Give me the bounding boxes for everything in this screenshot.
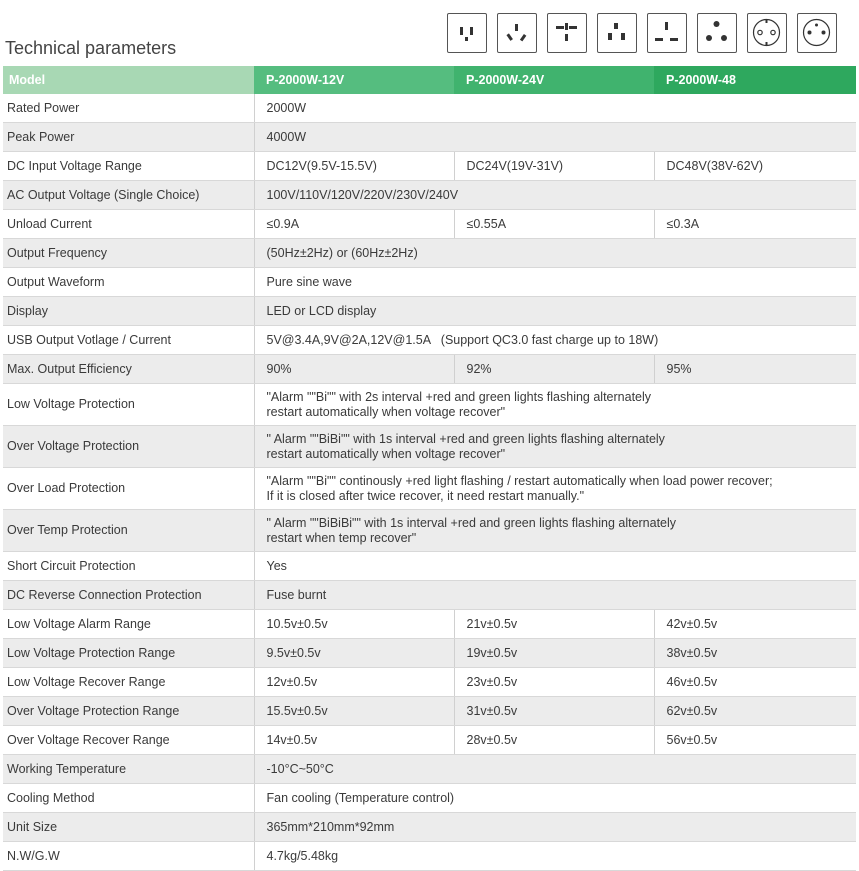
spec-table bbox=[3, 66, 856, 871]
uk-plug-icon bbox=[647, 13, 687, 53]
row-value: Fuse burnt bbox=[254, 581, 856, 610]
row-value-24v: 28v±0.5v bbox=[454, 726, 654, 755]
row-value-line: restart automatically when voltage recover" bbox=[266, 446, 506, 461]
row-value: Pure sine wave bbox=[254, 268, 856, 297]
row-value-12v: 90% bbox=[254, 355, 454, 384]
table-row bbox=[3, 610, 856, 639]
row-label: DC Reverse Connection Protection bbox=[3, 581, 254, 610]
header-model: Model bbox=[3, 66, 254, 94]
row-label: Over Temp Protection bbox=[3, 510, 254, 552]
table-row bbox=[3, 468, 856, 510]
row-value-line: " Alarm ""BiBiBi"" with 1s interval +red and green lights flashing alternately bbox=[266, 515, 677, 530]
row-value-48v: 46v±0.5v bbox=[654, 668, 856, 697]
table-row bbox=[3, 355, 856, 384]
row-value-48v: DC48V(38V-62V) bbox=[654, 152, 856, 181]
table-row bbox=[3, 239, 856, 268]
row-value-12v: ≤0.9A bbox=[254, 210, 454, 239]
row-value: LED or LCD display bbox=[254, 297, 856, 326]
table-row bbox=[3, 784, 856, 813]
table-row bbox=[3, 755, 856, 784]
table-row bbox=[3, 581, 856, 610]
table-row bbox=[3, 384, 856, 426]
row-value-48v: 42v±0.5v bbox=[654, 610, 856, 639]
table-row bbox=[3, 639, 856, 668]
row-label: USB Output Votlage / Current bbox=[3, 326, 254, 355]
row-value-48v: 38v±0.5v bbox=[654, 639, 856, 668]
table-row bbox=[3, 697, 856, 726]
row-value-48v: ≤0.3A bbox=[654, 210, 856, 239]
row-value-line: "Alarm ""Bi"" continously +red light flashing / restart automatically when load power recover; bbox=[266, 473, 773, 488]
row-label: Over Voltage Recover Range bbox=[3, 726, 254, 755]
row-value-12v: 12v±0.5v bbox=[254, 668, 454, 697]
table-row bbox=[3, 123, 856, 152]
row-value-48v: 56v±0.5v bbox=[654, 726, 856, 755]
table-row bbox=[3, 94, 856, 123]
table-row bbox=[3, 426, 856, 468]
universal-plug-icon bbox=[547, 13, 587, 53]
sa-plug-icon bbox=[697, 13, 737, 53]
table-row bbox=[3, 268, 856, 297]
row-value-24v: 19v±0.5v bbox=[454, 639, 654, 668]
row-value-24v: ≤0.55A bbox=[454, 210, 654, 239]
row-label: Peak Power bbox=[3, 123, 254, 152]
row-value: 100V/110V/120V/220V/230V/240V bbox=[254, 181, 856, 210]
row-label: Low Voltage Protection bbox=[3, 384, 254, 426]
row-value: 2000W bbox=[254, 94, 856, 123]
header-row bbox=[3, 66, 856, 94]
row-value: Yes bbox=[254, 552, 856, 581]
row-value: 365mm*210mm*92mm bbox=[254, 813, 856, 842]
row-value bbox=[254, 468, 856, 510]
row-value-line: "Alarm ""Bi"" with 2s interval +red and green lights flashing alternately bbox=[266, 389, 652, 404]
table-row bbox=[3, 210, 856, 239]
row-value-line: " Alarm ""BiBi"" with 1s interval +red and green lights flashing alternately bbox=[266, 431, 665, 446]
row-value-24v: DC24V(19V-31V) bbox=[454, 152, 654, 181]
page-header bbox=[0, 0, 859, 66]
table-row bbox=[3, 181, 856, 210]
row-label: Low Voltage Recover Range bbox=[3, 668, 254, 697]
row-label: DC Input Voltage Range bbox=[3, 152, 254, 181]
row-label: Over Load Protection bbox=[3, 468, 254, 510]
row-value: -10°C~50°C bbox=[254, 755, 856, 784]
row-label: Rated Power bbox=[3, 94, 254, 123]
row-value-line: If it is closed after twice recover, it need restart manually." bbox=[266, 488, 585, 503]
table-row bbox=[3, 510, 856, 552]
row-value-12v: 14v±0.5v bbox=[254, 726, 454, 755]
row-value-24v: 21v±0.5v bbox=[454, 610, 654, 639]
row-value: 4000W bbox=[254, 123, 856, 152]
row-label: Output Waveform bbox=[3, 268, 254, 297]
us-plug-icon bbox=[447, 13, 487, 53]
table-row bbox=[3, 552, 856, 581]
au-plug-icon bbox=[497, 13, 537, 53]
row-label: Low Voltage Alarm Range bbox=[3, 610, 254, 639]
row-value-24v: 23v±0.5v bbox=[454, 668, 654, 697]
in-plug-icon bbox=[597, 13, 637, 53]
table-row bbox=[3, 297, 856, 326]
row-value-48v: 62v±0.5v bbox=[654, 697, 856, 726]
row-value-line: restart automatically when voltage recover" bbox=[266, 404, 506, 419]
row-value-12v: 10.5v±0.5v bbox=[254, 610, 454, 639]
row-label: Low Voltage Protection Range bbox=[3, 639, 254, 668]
row-value: 4.7kg/5.48kg bbox=[254, 842, 856, 871]
row-value: 5V@3.4A,9V@2A,12V@1.5A (Support QC3.0 fast charge up to 18W) bbox=[254, 326, 856, 355]
table-row bbox=[3, 152, 856, 181]
row-value-12v: 15.5v±0.5v bbox=[254, 697, 454, 726]
row-label: Output Frequency bbox=[3, 239, 254, 268]
row-value-12v: DC12V(9.5V-15.5V) bbox=[254, 152, 454, 181]
table-row bbox=[3, 813, 856, 842]
eu-plug-icon bbox=[747, 13, 787, 53]
plug-icons bbox=[447, 13, 837, 53]
row-value bbox=[254, 510, 856, 552]
row-label: Short Circuit Protection bbox=[3, 552, 254, 581]
page-title: Technical parameters bbox=[5, 38, 177, 58]
fr-plug-icon bbox=[797, 13, 837, 53]
header-24v: P-2000W-24V bbox=[454, 66, 654, 94]
table-row bbox=[3, 842, 856, 871]
row-label: Unload Current bbox=[3, 210, 254, 239]
row-label: Over Voltage Protection bbox=[3, 426, 254, 468]
row-value: Fan cooling (Temperature control) bbox=[254, 784, 856, 813]
row-label: Over Voltage Protection Range bbox=[3, 697, 254, 726]
table-row bbox=[3, 326, 856, 355]
row-label: Cooling Method bbox=[3, 784, 254, 813]
row-label: Max. Output Efficiency bbox=[3, 355, 254, 384]
table-row bbox=[3, 726, 856, 755]
row-label: N.W/G.W bbox=[3, 842, 254, 871]
header-12v: P-2000W-12V bbox=[254, 66, 454, 94]
row-value-24v: 31v±0.5v bbox=[454, 697, 654, 726]
header-48v: P-2000W-48 bbox=[654, 66, 856, 94]
row-value: (50Hz±2Hz) or (60Hz±2Hz) bbox=[254, 239, 856, 268]
row-value bbox=[254, 426, 856, 468]
table-row bbox=[3, 668, 856, 697]
row-label: AC Output Voltage (Single Choice) bbox=[3, 181, 254, 210]
row-value bbox=[254, 384, 856, 426]
row-value-line: restart when temp recover" bbox=[266, 530, 417, 545]
row-label: Working Temperature bbox=[3, 755, 254, 784]
row-value-12v: 9.5v±0.5v bbox=[254, 639, 454, 668]
row-value-24v: 92% bbox=[454, 355, 654, 384]
row-label: Unit Size bbox=[3, 813, 254, 842]
row-label: Display bbox=[3, 297, 254, 326]
row-value-48v: 95% bbox=[654, 355, 856, 384]
